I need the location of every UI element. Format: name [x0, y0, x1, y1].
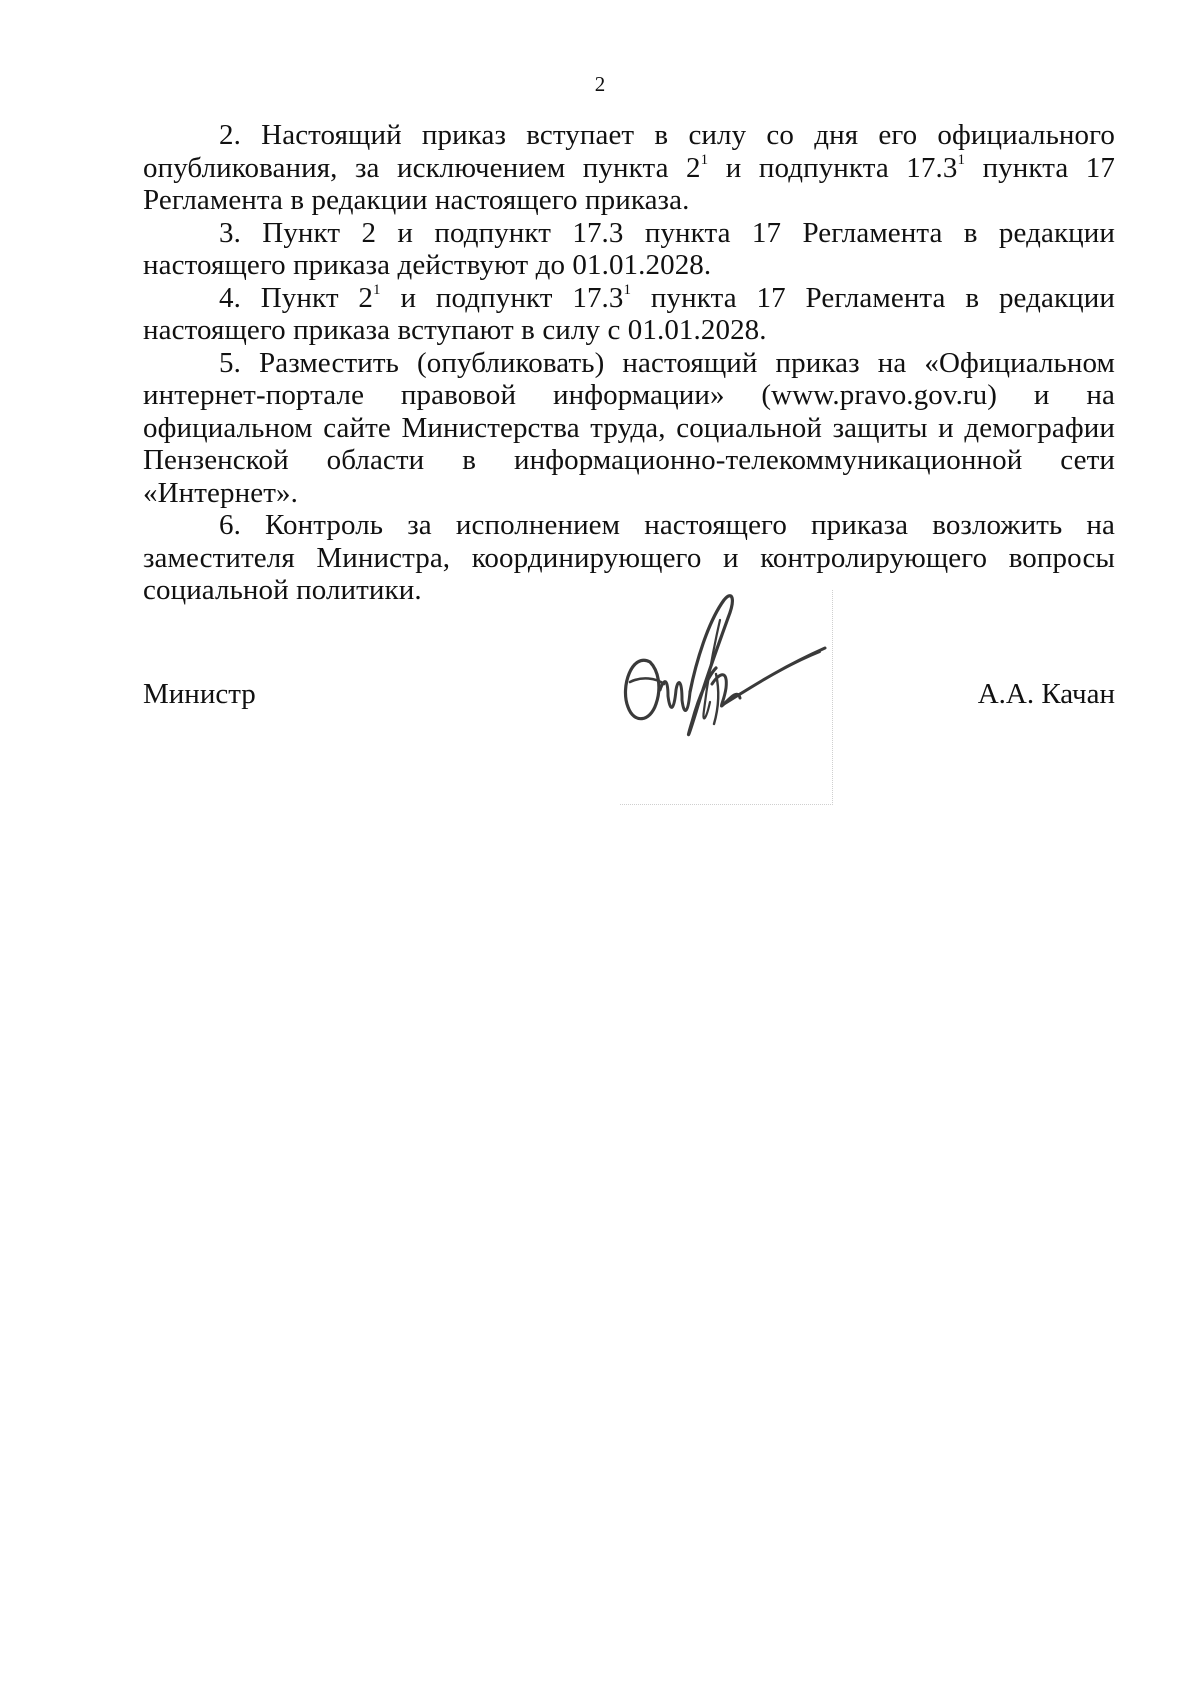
superscript: 1	[957, 151, 966, 168]
paragraph-2-text-a: 2. Настоящий приказ вступает в силу со дня его официального опубликования, за исключением пункта 2	[143, 119, 1115, 184]
document-body	[143, 119, 1115, 607]
paragraph-4	[143, 282, 1115, 347]
paragraph-5: 5. Разместить (опубликовать) настоящий приказ на «Официальном интернет-портале правовой информации» (www.pravo.gov.ru) и на официальном сайте Министерства труда, социальной защиты и демографии Пензенской области в информационно-телекоммуникационной сети «Интернет».	[143, 346, 1115, 509]
paragraph-4-text-b: и подпункт 17.3	[380, 281, 624, 314]
signature-icon	[620, 592, 835, 802]
paragraph-4-text-a: 4. Пункт 2	[219, 281, 374, 314]
paragraph-2	[143, 119, 1115, 217]
paragraph-2-text-c: пункта 17 Регламента в редакции настоящего приказа.	[143, 151, 1115, 216]
signatory-name: А.А. Качан	[977, 678, 1115, 710]
paragraph-6: 6. Контроль за исполнением настоящего приказа возложить на заместителя Министра, координирующего и контролирующего вопросы социальной политики.	[143, 509, 1115, 606]
page-number: 2	[594, 72, 606, 96]
signatory-title: Министр	[143, 678, 256, 710]
paragraph-3: 3. Пункт 2 и подпункт 17.3 пункта 17 Регламента в редакции настоящего приказа действуют до 01.01.2028.	[143, 216, 1115, 281]
superscript: 1	[373, 281, 381, 298]
superscript: 1	[623, 281, 632, 298]
paragraph-4-text-c: пункта 17 Регламента в редакции настоящего приказа вступают в силу с 01.01.2028.	[143, 281, 1116, 346]
superscript: 1	[700, 151, 709, 168]
paragraph-2-text-b: и подпункта 17.3	[708, 151, 958, 184]
